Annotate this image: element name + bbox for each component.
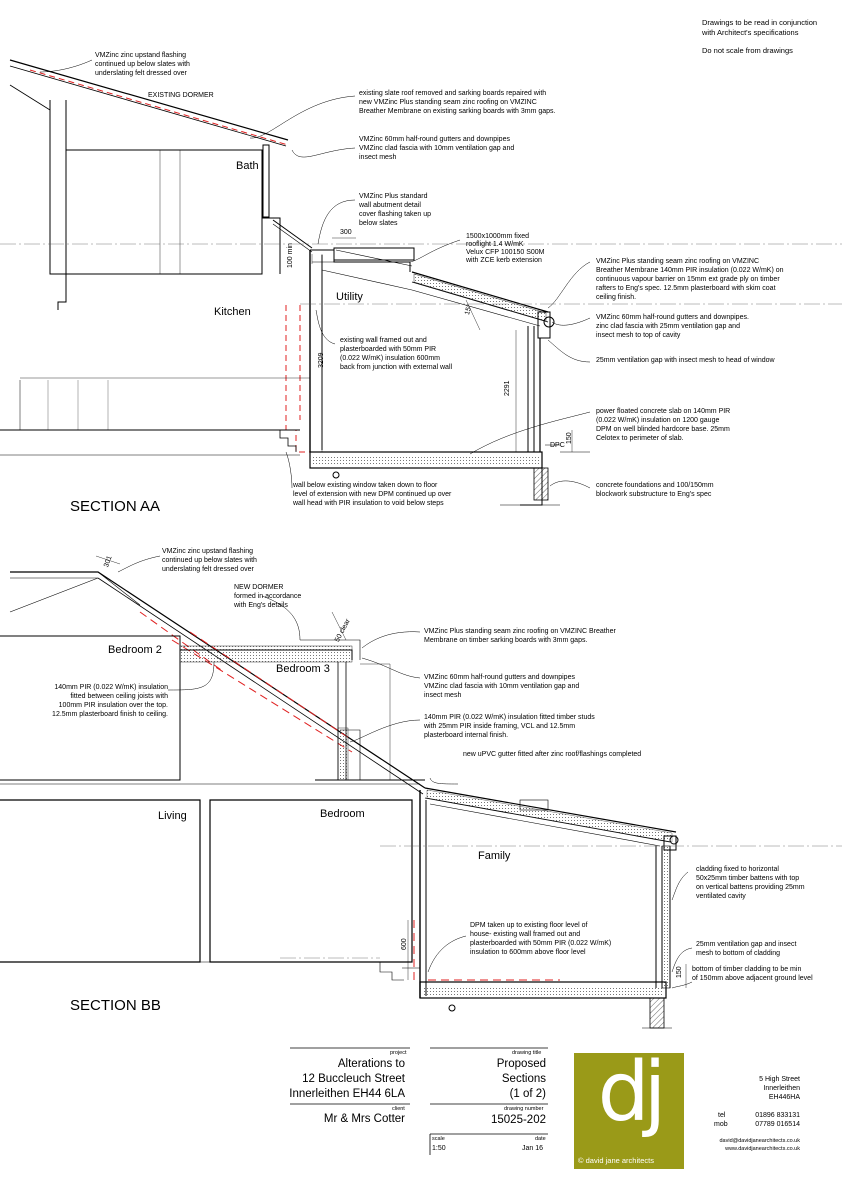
note-studs-2: with 25mm PIR inside framing, VCL and 12.5mm [424,723,576,730]
room-label-utility: Utility [336,291,363,303]
section-bb-title: SECTION BB [70,997,161,1014]
note-ceiling-insulation-1: 140mm PIR (0.022 W/mK) insulation [54,684,168,691]
note-cladding-bottom-1: bottom of timber cladding to be min [692,966,802,973]
dim-15deg: 15° [464,303,474,316]
dim-150-aa: 150 [566,432,573,444]
note-bb-upstand-2: continued up below slates with [162,557,257,564]
section-aa-title: SECTION AA [70,498,161,515]
tb-scale: 1:50 [432,1145,446,1152]
note-rooflight-2: rooflight 1.4 W/mK [466,241,524,248]
note-aa-upstand-1: VMZinc zinc upstand flashing [95,52,187,59]
note-new-dormer-1: NEW DORMER [234,584,284,591]
note-gutters2-2: zinc clad fascia with 25mm ventilation gap and [596,323,740,330]
tb-project-1: Alterations to [337,1058,405,1070]
note-bb-roofing-2: Membrane on timber sarking boards with 3mm gaps. [424,637,588,644]
tb-date-label: date [535,1136,546,1142]
note-dpm-3: plasterboarded with 50mm PIR (0.022 W/mK) [470,940,612,947]
tb-address-2: Innerleithen [763,1085,800,1092]
note-ceiling-insulation-3: 100mm PIR insulation over the top. [58,702,168,709]
note-roofing-spec-3: continuous vapour barrier on 15mm ext grade ply on timber [596,276,780,283]
dim-3209: 3209 [318,352,325,368]
room-label-bedroom3: Bedroom 3 [276,663,330,675]
header-note-1: Drawings to be read in conjunction [702,18,818,27]
tb-client: Mr & Mrs Cotter [323,1113,405,1125]
room-label-family: Family [478,850,511,862]
room-label-bedroom: Bedroom [320,808,365,820]
note-studs-1: 140mm PIR (0.022 W/mK) insulation fitted timber studs [424,714,595,721]
note-foundations-1: concrete foundations and 100/150mm [596,482,714,489]
dim-100min: 100 min [287,243,294,268]
note-aa-gutters-1: VMZinc 60mm half-round gutters and downpipes [359,136,510,143]
note-studs-3: plasterboard internal finish. [424,732,509,739]
note-abutment-1: VMZinc Plus standard [359,193,428,200]
dj-logo [574,1045,684,1169]
note-cladding-2: 50x25mm timber battens with top [696,875,800,882]
note-aa-gutters-2: VMZinc clad fascia with 10mm ventilation gap and [359,145,515,152]
header-note-2: with Architect's specifications [702,28,799,37]
note-upvc: new uPVC gutter fitted after zinc roof/flashings completed [463,751,642,758]
note-ceiling-insulation-2: fitted between ceiling joists with [70,693,168,700]
note-slab-1: power floated concrete slab on 140mm PIR [596,408,731,415]
note-foundations-2: blockwork substructure to Eng's spec [596,491,712,498]
note-rooflight-1: 1500x1000mm fixed [466,233,530,240]
tb-client-label: client [392,1106,405,1112]
note-bb-gutters-3: insect mesh [424,692,462,699]
note-vent-bottom-2: mesh to bottom of cladding [696,950,781,957]
note-roofing-spec-5: ceiling finish. [596,294,637,301]
room-label-living: Living [158,810,187,822]
tb-address-1: 5 High Street [759,1076,800,1083]
note-cladding-bottom-2: of 150mm above adjacent ground level [692,975,813,982]
tb-drawing-number-label: drawing number [504,1106,544,1112]
dim-301: 301 [103,555,114,569]
tb-drawing-title-2: Sections [501,1073,546,1085]
dim-50clear: 50 clear [334,618,352,644]
note-wall-framed-4: back from junction with external wall [340,364,453,371]
note-rooflight-4: with ZCE kerb extension [466,257,542,264]
tb-address-3: EH446HA [768,1094,800,1101]
note-gutters2-3: insect mesh to top of cavity [596,332,681,339]
tb-tel: 01896 833131 [755,1112,800,1119]
note-slate-1: existing slate roof removed and sarking boards repaired with [359,90,547,97]
note-slab-2: (0.022 W/mK) insulation on 1200 gauge [596,417,720,424]
note-dpm-2: house- existing wall framed out and [470,931,581,938]
tb-tel-label: tel [718,1112,726,1119]
room-label-kitchen: Kitchen [214,306,251,318]
dim-150-bb: 150 [676,966,683,978]
tb-project-3: Innerleithen EH44 6LA [289,1088,405,1100]
logo-letters: dj [597,1045,661,1140]
dpc-label: DPC [550,442,565,449]
note-existing-dormer: EXISTING DORMER [148,92,214,99]
note-wall-below-2: level of extension with new DPM continued up over [293,491,452,498]
note-bb-gutters-1: VMZinc 60mm half-round gutters and downpipes [424,674,575,681]
tb-email[interactable]: david@davidjanearchitects.co.uk [719,1138,800,1144]
note-roofing-spec-2: Breather Membrane 140mm PIR insulation (0.022 W/mK) on [596,267,784,274]
tb-drawing-title-1: Proposed [496,1058,546,1070]
tb-mob: 07789 016514 [755,1121,800,1128]
note-roofing-spec-1: VMZinc Plus standing seam zinc roofing on VMZINC [596,258,760,265]
note-slab-4: Celotex to perimeter of slab. [596,435,684,442]
note-slab-3: DPM on well blinded hardcore base. 25mm [596,426,730,433]
note-bb-upstand-1: VMZinc zinc upstand flashing [162,548,254,555]
note-bb-roofing-1: VMZinc Plus standing seam zinc roofing on VMZINC Breather [424,628,616,635]
room-label-bedroom2: Bedroom 2 [108,644,162,656]
note-wall-below-1: wall below existing window taken down to floor [293,482,438,489]
note-cladding-3: on vertical battens providing 25mm [696,884,805,891]
note-wall-below-3: wall head with PIR insulation to void below steps [293,500,444,507]
note-wall-framed-2: plasterboarded with 50mm PIR [340,346,437,353]
note-abutment-2: wall abutment detail [359,202,421,209]
logo-caption: © david jane architects [578,1156,654,1165]
note-aa-upstand-2: continued up below slates with [95,61,190,68]
tb-drawing-title-label: drawing title [512,1050,542,1056]
note-aa-gutters-3: insect mesh [359,154,397,161]
tb-project-2: 12 Buccleuch Street [302,1073,405,1085]
note-rooflight-3: Velux CFP 100150 S00M [466,249,545,256]
dim-600: 600 [401,938,408,950]
note-cladding-4: ventilated cavity [696,893,746,900]
tb-mob-label: mob [714,1121,728,1128]
tb-date: Jan 16 [522,1145,544,1152]
dim-2291: 2291 [504,380,511,396]
note-wall-framed-3: (0.022 W/mK) insulation 600mm [340,355,440,362]
dim-300: 300 [340,229,352,236]
note-bb-gutters-2: VMZinc clad fascia with 10mm ventilation gap and [424,683,580,690]
tb-project-label: project [390,1050,407,1056]
note-abutment-4: below slates [359,220,398,227]
tb-web[interactable]: www.davidjanearchitects.co.uk [725,1146,800,1152]
note-bb-upstand-3: underslating felt dressed over [162,566,254,573]
note-vent-gap: 25mm ventilation gap with insect mesh to head of window [596,357,775,364]
header-note-3: Do not scale from drawings [702,46,793,55]
note-ceiling-insulation-4: 12.5mm plasterboard finish to ceiling. [52,711,168,718]
note-dpm-1: DPM taken up to existing floor level of [470,922,588,929]
tb-drawing-number: 15025-202 [491,1114,546,1126]
note-aa-upstand-3: underslating felt dressed over [95,70,187,77]
note-dpm-4: insulation to 600mm above floor level [470,949,586,956]
note-roofing-spec-4: rafters to Eng's spec. 12.5mm plasterboard with skim coat [596,285,776,292]
note-wall-framed-1: existing wall framed out and [340,337,427,344]
note-new-dormer-3: with Eng's details [234,602,288,609]
note-abutment-3: cover flashing taken up [359,211,431,218]
room-label-bath: Bath [236,160,259,172]
note-gutters2-1: VMZinc 60mm half-round gutters and downpipes. [596,314,749,321]
note-slate-3: Breather Membrane on existing sarking boards with 3mm gaps. [359,108,556,115]
note-vent-bottom-1: 25mm ventilation gap and insect [696,941,797,948]
tb-drawing-title-3: (1 of 2) [509,1088,546,1100]
tb-scale-label: scale [432,1136,445,1142]
note-cladding-1: cladding fixed to horizontal [696,866,779,873]
note-new-dormer-2: formed in accordance [234,593,302,600]
note-slate-2: new VMZinc Plus standing seam zinc roofing on VMZINC [359,99,537,106]
